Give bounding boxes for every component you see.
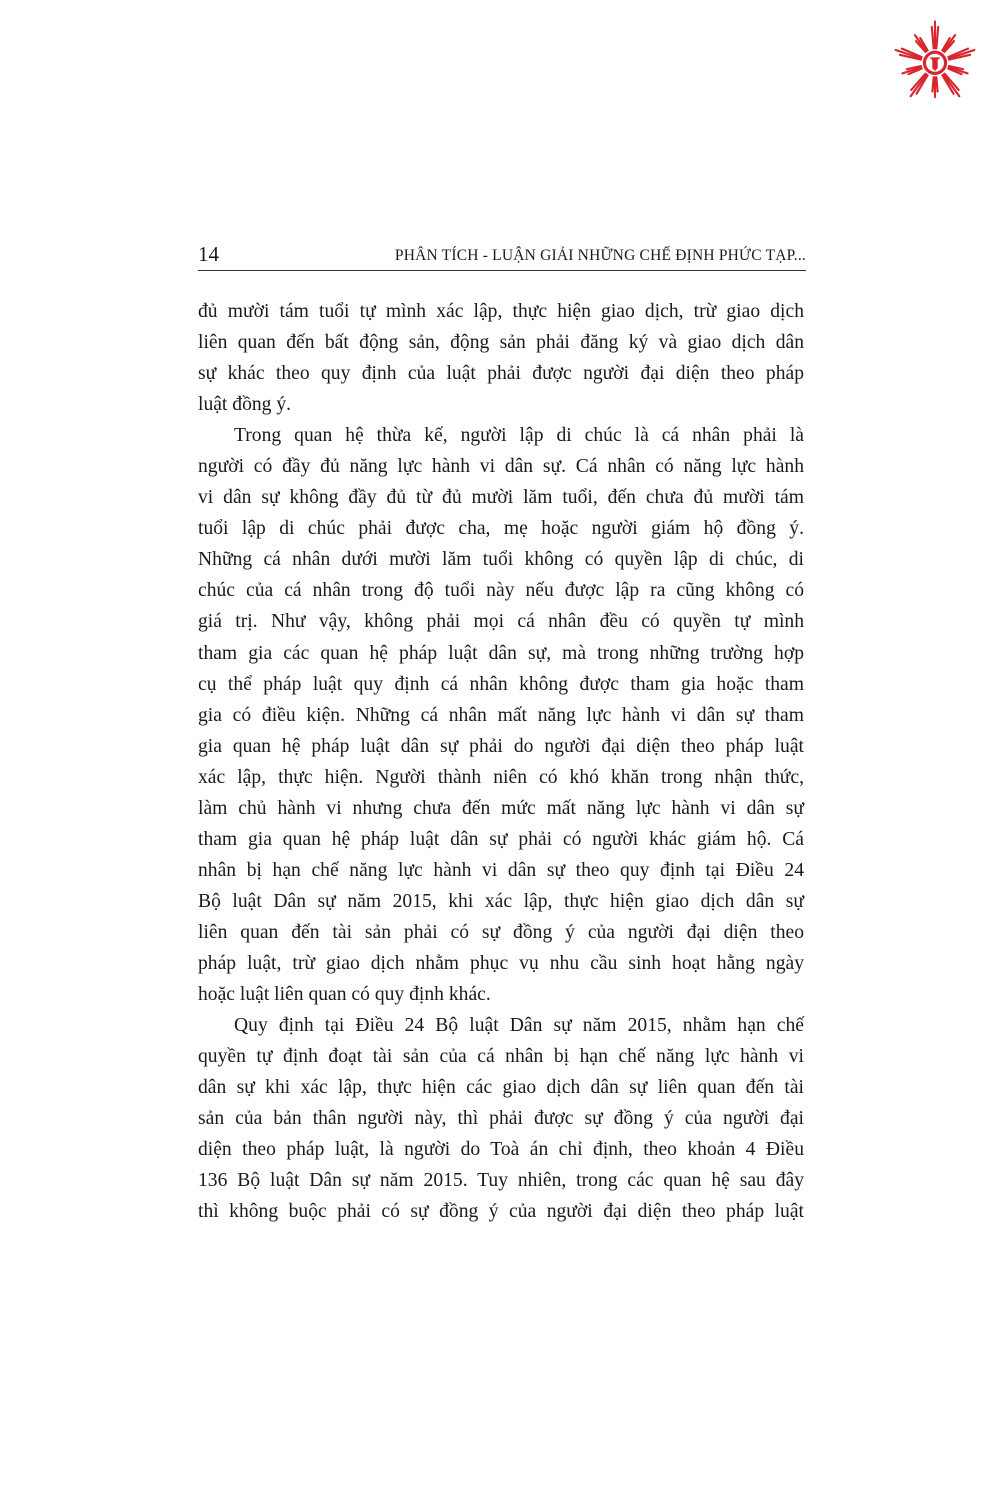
text-line: tham gia các quan hệ pháp luật dân sự, mà trong những trường hợp — [198, 642, 804, 664]
text-line: chúc của cá nhân trong độ tuổi này nếu được lập ra cũng không có — [198, 580, 804, 602]
text-line: cụ thể pháp luật quy định cá nhân không được tham gia hoặc tham — [198, 673, 804, 695]
text-line: đủ mười tám tuổi tự mình xác lập, thực hiện giao dịch, trừ giao dịch — [198, 301, 804, 322]
paragraph — [198, 296, 804, 420]
text-line: thì không buộc phải có sự đồng ý của người đại diện theo pháp luật — [198, 1201, 804, 1223]
text-line: tham gia quan hệ pháp luật dân sự phải có người khác giám hộ. Cá — [198, 828, 804, 850]
text-line: sự khác theo quy định của luật phải được người đại diện theo pháp — [198, 363, 804, 385]
text-line: Trong quan hệ thừa kế, người lập di chúc là cá nhân phải là — [234, 425, 804, 447]
text-line: Quy định tại Điều 24 Bộ luật Dân sự năm 2015, nhằm hạn chế — [234, 1015, 804, 1037]
text-line: quyền tự định đoạt tài sản của cá nhân bị hạn chế năng lực hành vi — [198, 1046, 804, 1068]
text-line: giá trị. Như vậy, không phải mọi cá nhân đều có quyền tự mình — [198, 611, 804, 633]
text-line: xác lập, thực hiện. Người thành niên có khó khăn trong nhận thức, — [198, 766, 804, 788]
text-line: nhân bị hạn chế năng lực hành vi dân sự theo quy định tại Điều 24 — [198, 859, 804, 881]
text-line: vi dân sự không đầy đủ từ đủ mười lăm tuổi, đến chưa đủ mười tám — [198, 487, 804, 509]
text-line: hoặc luật liên quan có quy định khác. — [198, 984, 491, 1006]
text-line: tuổi lập di chúc phải được cha, mẹ hoặc người giám hộ đồng ý. — [198, 518, 804, 540]
paragraph — [198, 420, 804, 1010]
text-line: Những cá nhân dưới mười lăm tuổi không có quyền lập di chúc, di — [198, 549, 804, 571]
text-line: luật đồng ý. — [198, 394, 292, 416]
text-line: 136 Bộ luật Dân sự năm 2015. Tuy nhiên, trong các quan hệ sau đây — [198, 1170, 804, 1192]
body-text — [198, 296, 804, 1227]
paragraph — [198, 1010, 804, 1227]
publisher-star-logo-icon — [890, 16, 980, 106]
text-line: gia quan hệ pháp luật dân sự phải do người đại diện theo pháp luật — [198, 735, 804, 757]
text-line: diện theo pháp luật, là người do Toà án chỉ định, theo khoản 4 Điều — [198, 1139, 804, 1161]
page-number: 14 — [198, 242, 219, 266]
text-line: người có đầy đủ năng lực hành vi dân sự. Cá nhân có năng lực hành — [198, 456, 804, 478]
text-line: liên quan đến tài sản phải có sự đồng ý của người đại diện theo — [198, 921, 804, 943]
text-line: Bộ luật Dân sự năm 2015, khi xác lập, thực hiện giao dịch dân sự — [198, 890, 804, 912]
running-header — [198, 240, 806, 271]
text-line: liên quan đến bất động sản, động sản phải đăng ký và giao dịch dân — [198, 332, 804, 354]
text-line: gia có điều kiện. Những cá nhân mất năng lực hành vi dân sự tham — [198, 704, 804, 726]
running-title: PHÂN TÍCH - LUẬN GIẢI NHỮNG CHẾ ĐỊNH PHỨC TẠP... — [394, 247, 806, 264]
text-line: pháp luật, trừ giao dịch nhằm phục vụ nhu cầu sinh hoạt hằng ngày — [198, 952, 804, 974]
text-line: sản của bản thân người này, thì phải được sự đồng ý của người đại — [198, 1108, 804, 1130]
text-line: làm chủ hành vi nhưng chưa đến mức mất năng lực hành vi dân sự — [198, 797, 804, 819]
text-line: dân sự khi xác lập, thực hiện các giao dịch dân sự liên quan đến tài — [198, 1077, 804, 1099]
